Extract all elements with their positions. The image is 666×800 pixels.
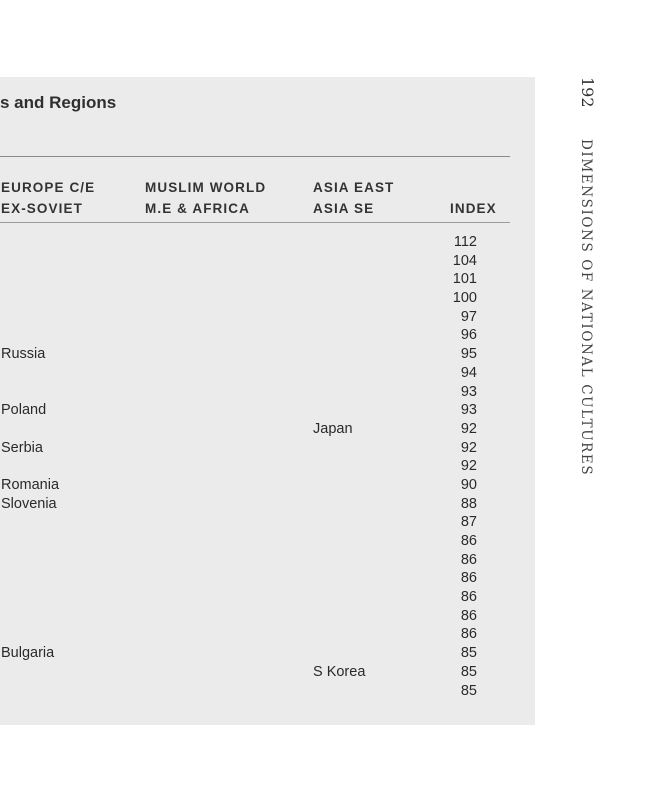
cell-index: 95 [460, 346, 477, 363]
table-row [0, 364, 510, 383]
column-header-muslim-line2: M.E & AFRICA [145, 201, 250, 216]
cell-europe: Bulgaria [1, 645, 55, 662]
table-row [0, 252, 510, 271]
cell-europe: Slovenia [1, 495, 57, 512]
column-header-index-line2: INDEX [450, 201, 497, 216]
cell-index: 86 [460, 607, 477, 624]
cell-index: 93 [460, 383, 477, 400]
table-row [0, 326, 510, 345]
table-body [0, 233, 510, 700]
table-row [0, 439, 510, 458]
cell-index: 92 [460, 458, 477, 475]
table-row [0, 457, 510, 476]
cell-europe: Romania [1, 476, 60, 493]
table-row [0, 607, 510, 626]
cell-index: 87 [460, 514, 477, 531]
table-row [0, 345, 510, 364]
column-header-index-line1 [450, 177, 497, 198]
table-row [0, 233, 510, 252]
cell-index: 86 [460, 533, 477, 549]
running-head: DIMENSIONS OF NATIONAL CULTURES [578, 139, 594, 477]
table-title: s and Regions [0, 93, 117, 112]
cell-index: 96 [460, 327, 477, 344]
cell-index: 90 [460, 476, 477, 493]
table-row [0, 532, 510, 551]
table-row [0, 383, 510, 402]
column-header-muslim-world [145, 177, 266, 219]
table-row [0, 644, 510, 663]
column-header-muslim-line1: MUSLIM WORLD [145, 180, 267, 195]
cell-index: 86 [460, 626, 477, 643]
cell-index: 101 [452, 271, 477, 288]
table-row [0, 401, 510, 420]
table-row [0, 625, 510, 644]
cell-europe: Serbia [1, 439, 43, 456]
cell-index: 112 [453, 234, 477, 250]
column-header-europe-line1: EUROPE C/E [1, 180, 96, 195]
column-header-europe-line2: EX-SOVIET [1, 201, 83, 216]
cell-index: 88 [460, 495, 477, 512]
cell-index: 93 [460, 402, 477, 419]
title-divider [0, 156, 510, 157]
table-row [0, 289, 510, 308]
column-header-asia-line1: ASIA EAST [313, 180, 395, 195]
cell-index: 100 [452, 290, 477, 307]
cell-index: 92 [460, 420, 477, 437]
column-header-asia-line2: ASIA SE [313, 201, 375, 216]
cell-asia: S Korea [313, 663, 366, 680]
column-header-index [450, 177, 497, 219]
table-row [0, 420, 510, 439]
table-row [0, 476, 510, 495]
table-row [0, 513, 510, 532]
table-row [0, 569, 510, 588]
cell-index: 92 [460, 439, 477, 456]
table-row [0, 663, 510, 682]
cell-index: 86 [460, 570, 477, 587]
column-header-asia [313, 177, 394, 219]
table-row [0, 682, 510, 701]
header-divider [0, 222, 510, 223]
cell-index: 86 [460, 551, 477, 568]
cell-index: 85 [460, 682, 477, 699]
page-margin [571, 77, 595, 497]
cell-asia: Japan [313, 420, 353, 437]
cell-index: 104 [452, 252, 477, 269]
table-row [0, 495, 510, 514]
cell-europe: Russia [1, 346, 46, 363]
cell-europe: Poland [1, 402, 47, 419]
page-number: 192 [578, 77, 597, 108]
cell-index: 97 [460, 308, 477, 325]
column-header-europe [1, 177, 95, 219]
table-row [0, 551, 510, 570]
table-row [0, 588, 510, 607]
cell-index: 85 [460, 645, 477, 662]
table-row [0, 308, 510, 327]
cell-index: 85 [460, 663, 477, 680]
table-row [0, 270, 510, 289]
cell-index: 94 [460, 364, 477, 381]
cell-index: 86 [460, 589, 477, 606]
